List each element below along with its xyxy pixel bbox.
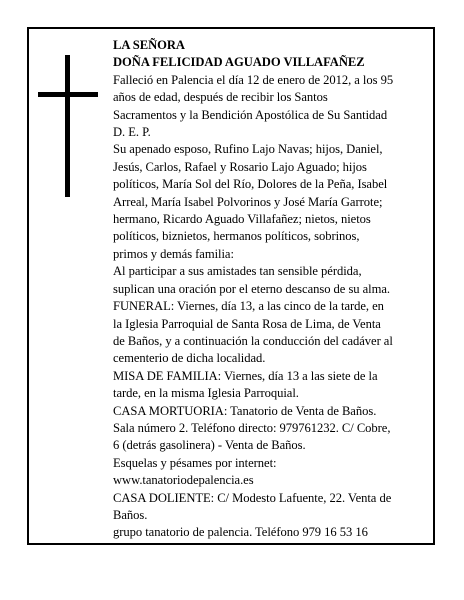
body-line: de Baños, y a continuación la conducción del cadáver al — [113, 333, 393, 348]
body-line: Jesús, Carlos, Rafael y Rosario Lajo Aguado; hijos — [113, 159, 367, 174]
website-link[interactable]: www.tanatoriodepalencia.es — [113, 473, 254, 488]
body-line: primos y demás familia: — [113, 246, 234, 261]
body-line: CASA MORTUORIA: Tanatorio de Venta de Baños. — [113, 403, 377, 418]
body-line: Falleció en Palencia el día 12 de enero de 2012, a los 95 — [113, 72, 394, 87]
obituary-heading-title: LA SEÑORA — [113, 38, 185, 52]
body-line: cementerio de dicha localidad. — [113, 351, 266, 366]
body-line: suplican una oración por el eterno descanso de su alma. — [113, 281, 391, 296]
body-line: 6 (detrás gasolinera) - Venta de Baños. — [113, 438, 306, 453]
body-line: Su apenado esposo, Rufino Lajo Navas; hijos, Daniel, — [113, 142, 383, 157]
latin-cross-icon — [38, 55, 98, 197]
body-line: Arreal, María Isabel Polvorinos y José María Garrote; — [113, 194, 383, 209]
body-line: CASA DOLIENTE: C/ Modesto Lafuente, 22. Venta de — [113, 490, 392, 505]
body-line: Al participar a sus amistades tan sensible pérdida, — [113, 264, 362, 279]
body-line: tarde, en la misma Iglesia Parroquial. — [113, 386, 299, 401]
cross-vertical-bar — [65, 55, 70, 197]
obituary-heading-name: DOÑA FELICIDAD AGUADO VILLAFAÑEZ — [113, 55, 365, 70]
body-line: MISA DE FAMILIA: Viernes, día 13 a las siete de la — [113, 368, 378, 383]
body-line: Esquelas y pésames por internet: — [113, 455, 277, 470]
body-line: hermano, Ricardo Aguado Villafañez; nietos, nietos — [113, 212, 371, 227]
body-line: políticos, María Sol del Río, Dolores de la Peña, Isabel — [113, 177, 388, 192]
body-line: políticos, biznietos, hermanos políticos, sobrinos, — [113, 229, 360, 244]
body-line: años de edad, después de recibir los Santos — [113, 90, 328, 105]
obituary-text — [113, 37, 428, 542]
body-line: D. E. P. — [113, 125, 151, 140]
body-line: la Iglesia Parroquial de Santa Rosa de Lima, de Venta — [113, 316, 381, 331]
body-line: FUNERAL: Viernes, día 13, a las cinco de la tarde, en — [113, 299, 384, 314]
obituary-body — [113, 72, 428, 542]
cross-horizontal-bar — [38, 92, 98, 97]
body-line: Sacramentos y la Bendición Apostólica de Su Santidad — [113, 107, 388, 122]
body-line: Sala número 2. Teléfono directo: 979761232. C/ Cobre, — [113, 420, 391, 435]
body-line: Baños. — [113, 507, 148, 522]
body-line: grupo tanatorio de palencia. Teléfono 979 16 53 16 — [113, 525, 368, 540]
